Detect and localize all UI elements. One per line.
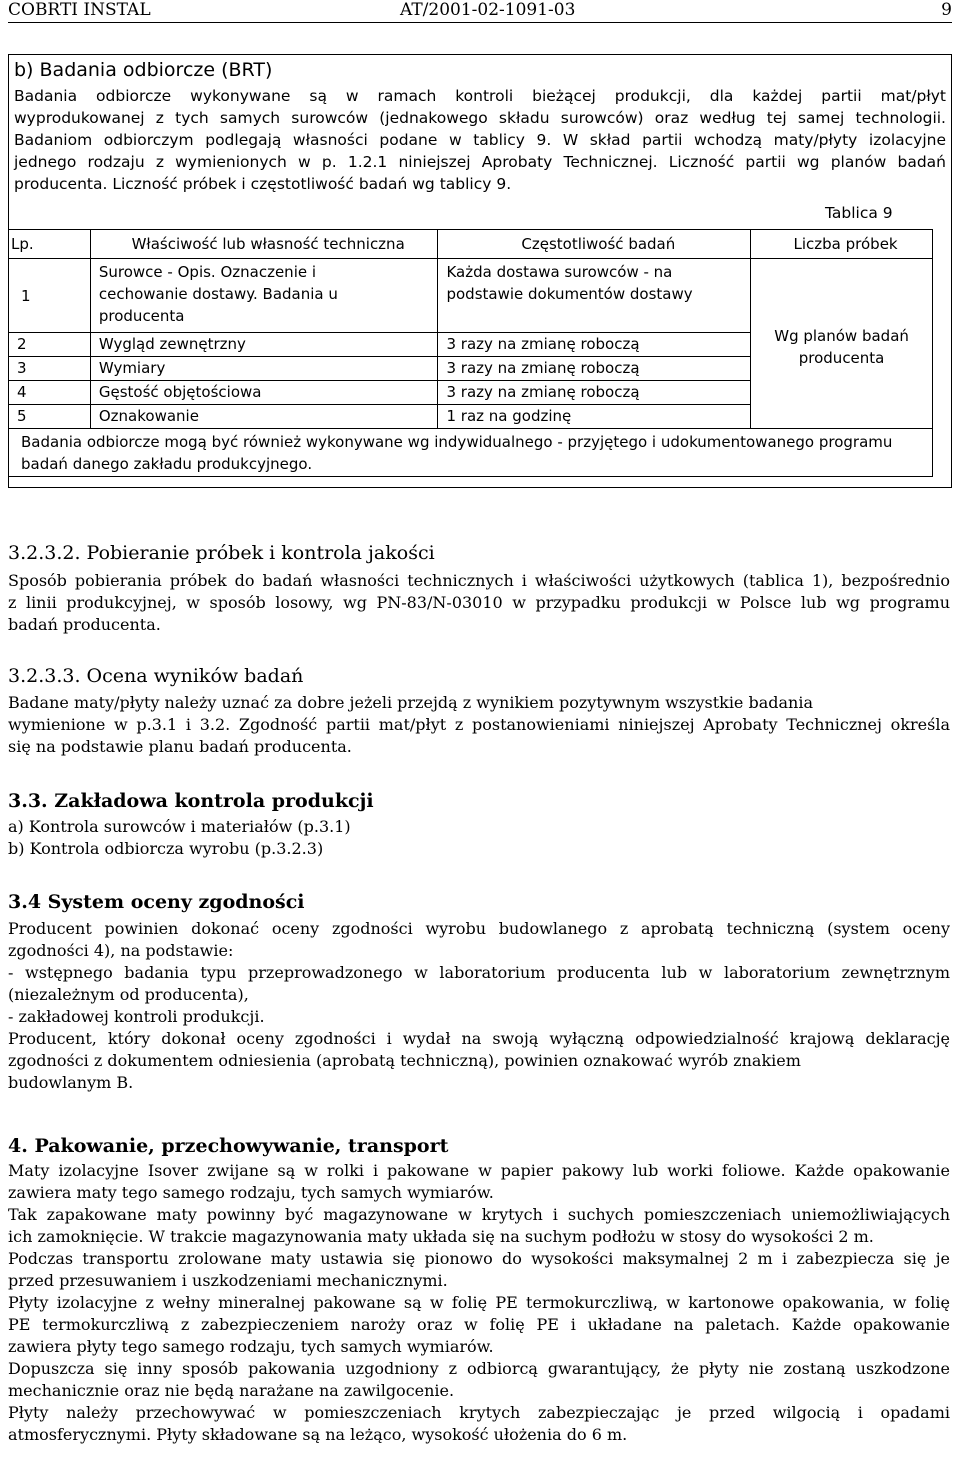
text-line: b) Kontrola odbiorcza wyrobu (p.3.2.3) xyxy=(8,839,324,858)
text-line: - zakładowej kontroli produkcji. xyxy=(8,1007,265,1026)
row-property: Wygląd zewnętrzny xyxy=(90,333,438,357)
samples-cell: Wg planów badań producenta xyxy=(751,259,933,429)
heading-3232: 3.2.3.2. Pobieranie próbek i kontrola jakości xyxy=(8,542,435,564)
text-line: badań producenta. xyxy=(8,615,161,634)
text-line: Producent, który dokonał oceny zgodności i wydał na swoją wyłączną odpowiedzialność krajową deklarację xyxy=(8,1029,950,1048)
text-line: zawiera płyty tego samego rodzaju, tych samych wymiarów. xyxy=(8,1337,494,1356)
table-header-row xyxy=(9,230,933,259)
row-lp: 1 xyxy=(9,259,91,333)
text-line: PE termokurczliwą z zabezpieczeniem naroży oraz w folię PE i układane na paletach. Każde opakowanie xyxy=(8,1315,950,1334)
table-row xyxy=(9,259,933,333)
section-3232-text xyxy=(8,570,950,636)
brt-paragraph xyxy=(14,85,946,195)
text-line: się na podstawie planu badań producenta. xyxy=(8,737,352,756)
row-frequency: 3 razy na zmianę roboczą xyxy=(438,333,751,357)
col-header: Lp. xyxy=(9,230,91,259)
row-lp: 2 xyxy=(9,333,91,357)
header-document-number: AT/2001-02-1091-03 xyxy=(400,0,576,20)
col-header: Liczba próbek xyxy=(751,230,933,259)
text-line: Producent powinien dokonać oceny zgodności wyrobu budowlanego z aprobatą techniczną (system oceny xyxy=(8,919,950,938)
row-frequency: 3 razy na zmianę roboczą xyxy=(438,357,751,381)
brt-line: Badania odbiorcze wykonywane są w ramach kontroli bieżącej produkcji, dla każdej partii mat/płyt xyxy=(14,87,946,105)
text-line: Tak zapakowane maty powinny być magazynowane w krytych i suchych pomieszczeniach uniemożliwiających xyxy=(8,1205,950,1224)
row-frequency: 3 razy na zmianę roboczą xyxy=(438,381,751,405)
text-line: budowlanym B. xyxy=(8,1073,134,1092)
text-line: zgodności 4), na podstawie: xyxy=(8,941,234,960)
text-line: a) Kontrola surowców i materiałów (p.3.1) xyxy=(8,817,351,836)
brt-line: wyprodukowanej z tych samych surowców (jednakowego składu surowców) oraz według tej samej technologii. xyxy=(14,109,946,127)
section-34-text xyxy=(8,918,950,1094)
text-line: - wstępnego badania typu przeprowadzonego w laboratorium producenta lub w laboratorium zewnętrznym xyxy=(8,963,950,982)
row-lp: 4 xyxy=(9,381,91,405)
table-footer-note: Badania odbiorcze mogą być również wykonywane wg indywidualnego - przyjętego i udokumentowanego programu badań danego zakładu produkcyjnego. xyxy=(9,429,933,477)
row-lp: 5 xyxy=(9,405,91,429)
text-line: wymienione w p.3.1 i 3.2. Zgodność partii mat/płyt z postanowieniami niniejszej Aprobaty Technicznej określa xyxy=(8,715,950,734)
text-line: zawiera maty tego samego rodzaju, tych samych wymiarów. xyxy=(8,1183,494,1202)
row-property: Oznakowanie xyxy=(90,405,438,429)
heading-4: 4. Pakowanie, przechowywanie, transport xyxy=(8,1135,449,1157)
text-line: Dopuszcza się inny sposób pakowania uzgodniony z odbiorcą gwarantujący, że płyty nie zostaną uszkodzone xyxy=(8,1359,950,1378)
text-line: Płyty należy przechowywać w pomieszczeniach krytych zabezpieczając je przed wilgocią i opadami xyxy=(8,1403,950,1422)
table-caption: Tablica 9 xyxy=(825,204,893,222)
table-9 xyxy=(8,229,933,477)
text-line: atmosferycznymi. Płyty składowane są na leżąco, wysokość ułożenia do 6 m. xyxy=(8,1425,628,1444)
row-frequency: 1 raz na godzinę xyxy=(438,405,751,429)
header-left: COBRTI INSTAL xyxy=(8,0,151,20)
text-line: z linii produkcyjnej, w sposób losowy, wg PN-83/N-03010 w przypadku produkcji w Polsce lub wg programu xyxy=(8,593,950,612)
row-property: Surowce - Opis. Oznaczenie i cechowanie dostawy. Badania u producenta xyxy=(90,259,438,333)
text-line: Badane maty/płyty należy uznać za dobre jeżeli przejdą z wynikiem pozytywnym wszystkie badania xyxy=(8,693,814,712)
row-property: Gęstość objętościowa xyxy=(90,381,438,405)
page-header xyxy=(8,0,952,23)
text-line: Sposób pobierania próbek do badań własności technicznych i właściwości użytkowych (tablica 1), bezpośrednio xyxy=(8,571,950,590)
row-frequency: Każda dostawa surowców - na podstawie dokumentów dostawy xyxy=(438,259,751,333)
brt-line: Badaniom odbiorczym podlegają własności podane w tablicy 9. W skład partii wchodzą maty/płyty izolacyjne xyxy=(14,131,946,149)
brt-line: jednego rodzaju z wymienionych w p. 1.2.1 niniejszej Aprobaty Technicznej. Liczność partii wg planów badań xyxy=(14,153,946,171)
text-line: ich zamoknięcie. W trakcie magazynowania maty układa się na suchym podłożu w stosy do wysokości 2 m. xyxy=(8,1227,874,1246)
brt-title: b) Badania odbiorcze (BRT) xyxy=(14,59,273,81)
section-4-text xyxy=(8,1160,950,1446)
heading-3233: 3.2.3.3. Ocena wyników badań xyxy=(8,665,304,687)
row-lp: 3 xyxy=(9,357,91,381)
text-line: Podczas transportu zrolowane maty ustawia się pionowo do wysokości maksymalnej 2 m i zabezpiecza się je xyxy=(8,1249,950,1268)
col-header: Częstotliwość badań xyxy=(438,230,751,259)
heading-34: 3.4 System oceny zgodności xyxy=(8,891,305,913)
section-3233-text xyxy=(8,692,950,758)
table-footer-row xyxy=(9,429,933,477)
brt-line: producenta. Liczność próbek i częstotliwość badań wg tablicy 9. xyxy=(14,175,512,193)
text-line: (niezależnym od producenta), xyxy=(8,985,249,1004)
page-number: 9 xyxy=(941,0,952,20)
row-property: Wymiary xyxy=(90,357,438,381)
text-line: przed przesuwaniem i uszkodzeniami mechanicznymi. xyxy=(8,1271,448,1290)
text-line: Maty izolacyjne Isover zwijane są w rolki i pakowane w papier pakowy lub worki foliowe. Każde opakowanie xyxy=(8,1161,950,1180)
col-header: Właściwość lub własność techniczna xyxy=(90,230,438,259)
text-line: Płyty izolacyjne z wełny mineralnej pakowane są w folię PE termokurczliwą, w kartonowe opakowania, w folię xyxy=(8,1293,950,1312)
section-33-text xyxy=(8,816,950,860)
text-line: mechanicznie oraz nie będą narażane na zawilgocenie. xyxy=(8,1381,455,1400)
heading-33: 3.3. Zakładowa kontrola produkcji xyxy=(8,790,374,812)
text-line: zgodności z dokumentem odniesienia (aprobatą techniczną), powinien oznakować wyrób znakiem xyxy=(8,1051,801,1070)
